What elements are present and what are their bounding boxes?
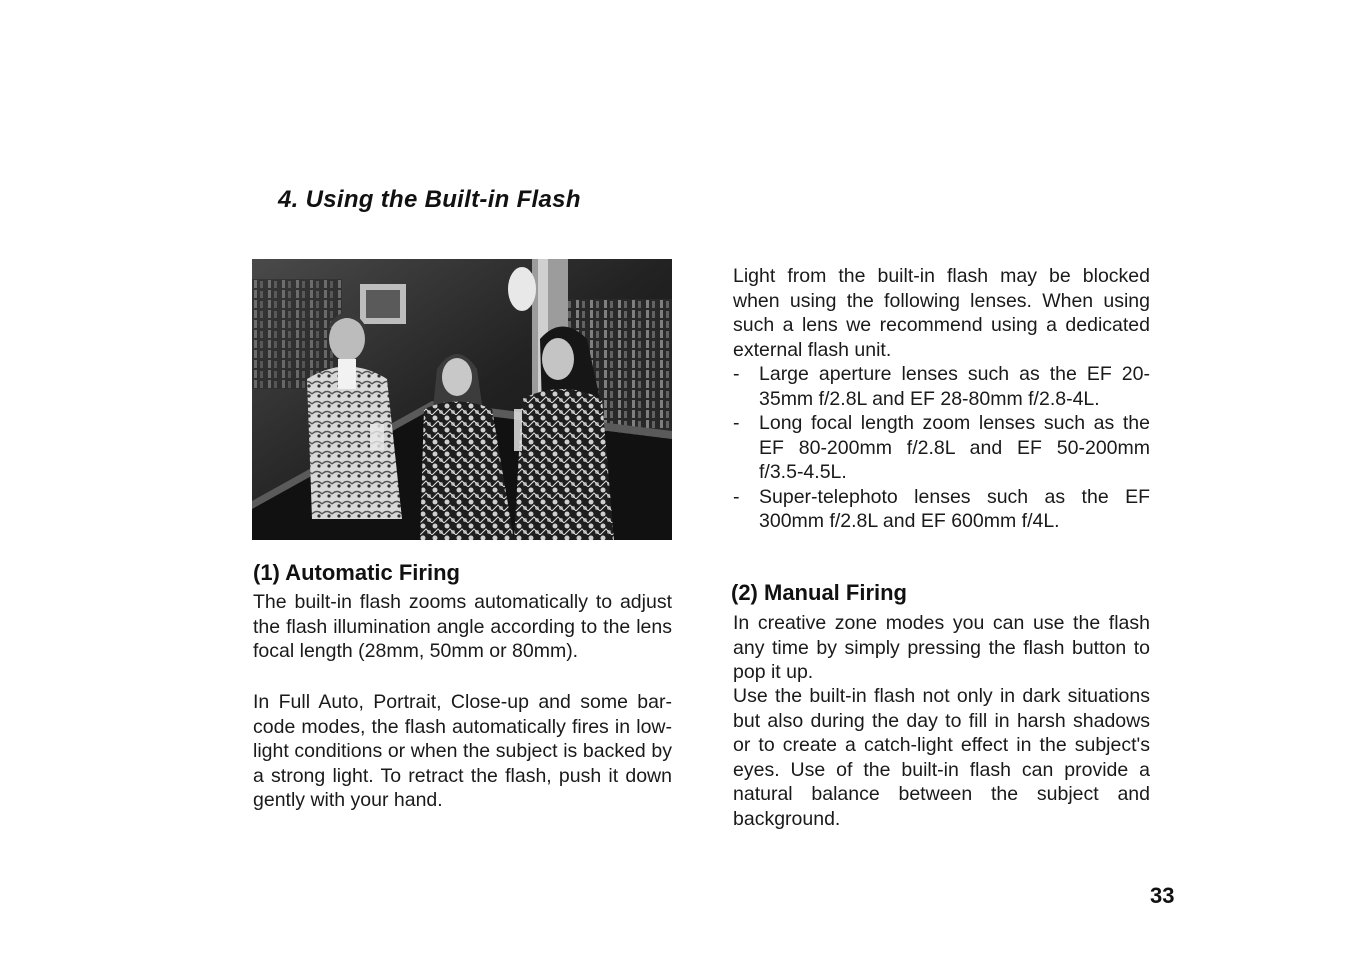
automatic-firing-paragraph-2: In Full Auto, Portrait, Close-up and some bar-code modes, the flash automatically fires in low-light conditions or when the subject is backed by a strong light. To retract the flash, push it down gently with your hand.	[253, 691, 672, 811]
lens-list-item-text: Super-telephoto lenses such as the EF 300mm f/2.8L and EF 600mm f/4L.	[759, 485, 1150, 532]
list-dash: -	[733, 363, 740, 385]
manual-firing-paragraph-2: Use the built-in flash not only in dark situations but also during the day to fill in harsh shadows or to create a catch-light effect in the subject's eyes. Use of the built-in flash can provide a natural balance between the subject and background.	[733, 685, 1150, 830]
manual-firing-paragraph-1: In creative zone modes you can use the flash any time by simply pressing the flash button to pop it up.	[733, 612, 1150, 683]
lens-list-item	[733, 485, 1150, 534]
lens-list-item	[733, 362, 1150, 411]
list-dash: -	[733, 412, 740, 434]
page-number: 33	[1150, 883, 1175, 908]
lens-list-item-text: Long focal length zoom lenses such as the EF 80-200mm f/2.8L and EF 50-200mm f/3.5-4.5L.	[759, 412, 1150, 483]
list-dash: -	[733, 485, 740, 508]
lens-note-intro: Light from the built-in flash may be blocked when using the following lenses. When using such a lens we recommend using a dedicated external flash unit.	[733, 265, 1150, 361]
lens-list	[733, 362, 1150, 534]
heading-manual-firing: (2) Manual Firing	[731, 580, 907, 605]
page-title: 4. Using the Built-in Flash	[278, 186, 581, 213]
lens-list-item-text: Large aperture lenses such as the EF 20-35mm f/2.8L and EF 28-80mm f/2.8-4L.	[759, 363, 1150, 410]
photo-illustration	[252, 259, 672, 540]
heading-automatic-firing: (1) Automatic Firing	[253, 560, 460, 585]
lens-list-item	[733, 411, 1150, 485]
photo-three-people-in-bar	[252, 259, 672, 540]
automatic-firing-paragraph-1: The built-in flash zooms automatically to adjust the flash illumination angle according to the lens focal length (28mm, 50mm or 80mm).	[253, 591, 672, 662]
